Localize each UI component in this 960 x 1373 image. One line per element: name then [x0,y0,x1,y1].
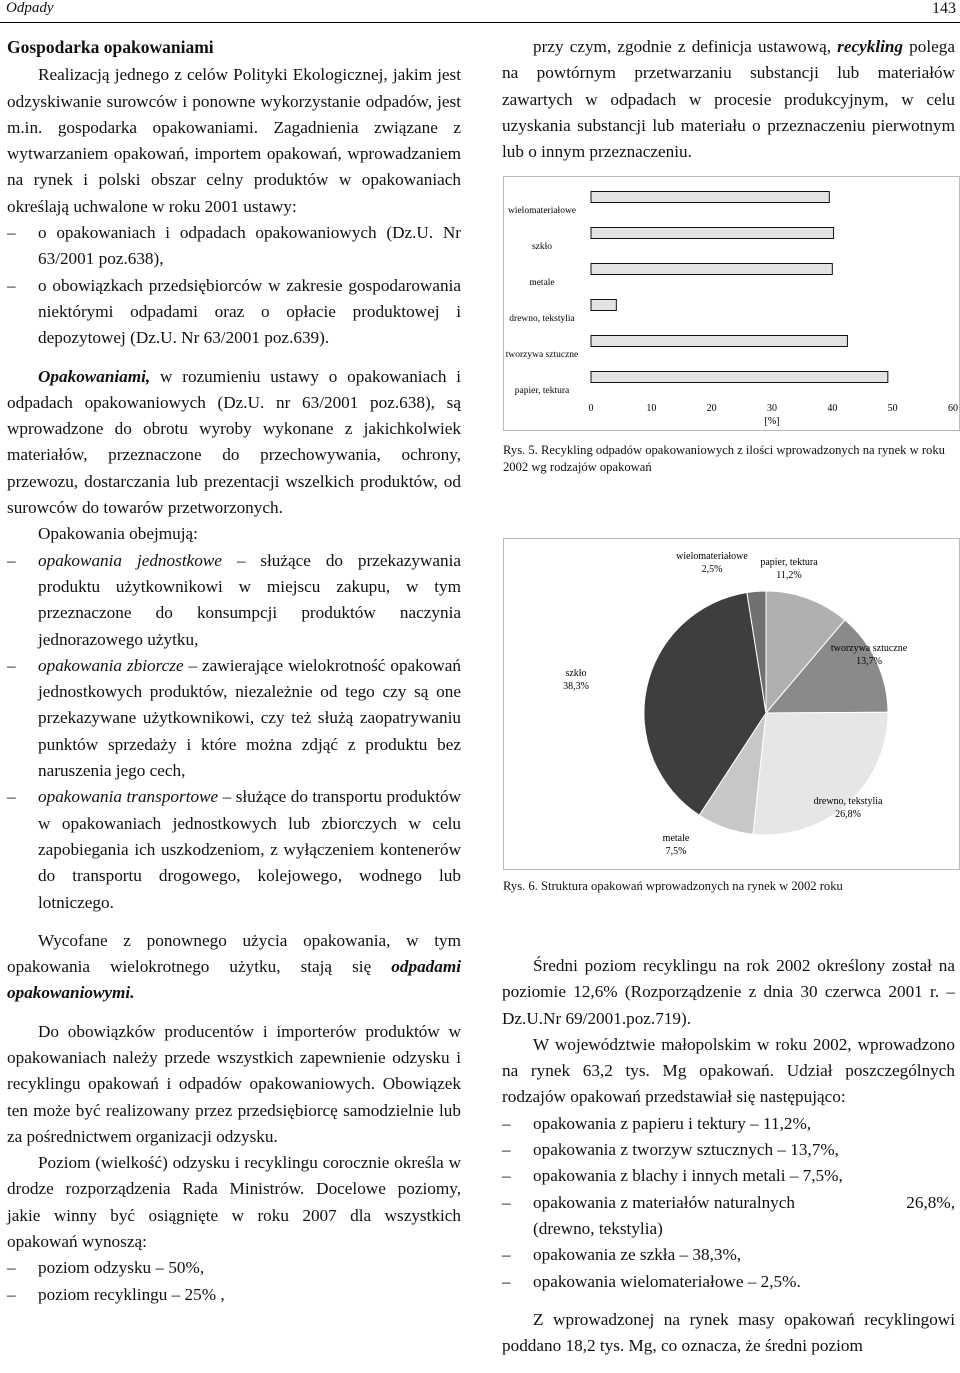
pie-slice-value: 11,2% [776,570,802,581]
bar-category-label: wielomateriałowe [507,206,577,216]
x-tick-label: 40 [827,403,838,414]
x-axis-label: [%] [764,416,780,427]
recycling-definition [502,34,955,165]
share-natural-paren: (drewno, tekstylia) [533,1218,663,1238]
share-item [502,1190,955,1243]
bar [591,264,832,275]
x-tick-label: 30 [767,403,777,414]
withdrawn-paragraph [7,928,461,1007]
packaging-type-item [7,784,461,915]
bar-category-label: papier, tektura [514,386,570,396]
obligations-paragraph: Do obowiązków producentów i importerów produktów w opakowaniach należy przede wszystkich zapewnienie odzysku i recyklingu opakowań i odpadów opakowaniowych. Obowiązek ten może być realizowany przez przedsiębiorcę samodzielnie lub za pośrednictwem organizacji odzysku. [7,1021,461,1146]
x-tick-label: 50 [887,403,898,414]
packaging-type-item [7,548,461,653]
bar-chart [504,177,959,430]
share-natural-label: – opakowania z materiałów naturalnych [533,1192,796,1212]
x-tick-label: 20 [706,403,717,414]
page-number: 143 [932,0,956,17]
packaging-type-term: opakowania zbiorcze [38,655,184,675]
pie-slice-label: drewno, tekstylia [813,796,883,807]
section-title: Odpady [6,0,54,16]
bar-category-label: tworzywa sztuczne [505,350,579,360]
law-item: – o opakowaniach i odpadach opakowaniowych (Dz.U. Nr 63/2001 poz.638), [7,220,461,273]
levels-paragraph: Poziom (wielkość) odzysku i recyklingu corocznie określa w drodze rozporządzenia Rada Ministrów. Docelowe poziomy, jakie winny być osiągnięte w roku 2007 dla wszystkich opakowań wynoszą: [7,1153,461,1252]
share-item: – opakowania z tworzyw sztucznych – 13,7%, [502,1137,955,1163]
pie-slice-label: papier, tektura [760,557,818,568]
recycling-def-post: polega na powtórnym przetwarzaniu substancji lub materiałów zawartych w odpadach w procesie produkcyjnym, w celu uzyskania substancji lub materiału o przeznaczeniu pierwotnym lub o innym przeznaczeniu. [502,37,955,162]
right-column-bottom [502,953,955,1359]
left-column [7,34,461,1308]
target-item: – poziom recyklingu – 25% , [7,1282,461,1308]
pie-slice-value: 38,3% [563,681,589,692]
packaging-type-text: – służące do przekazywania produktu użytkownikowi w miejscu zakupu, w tym przeznaczone do konsumpcji produktów naczynia jednorazowego użytku, [38,550,461,649]
share-item: – opakowania z blachy i innych metali – 7,5%, [502,1163,955,1189]
pie-slice-label: tworzywa sztuczne [830,643,908,654]
law-item: – o obowiązkach przedsiębiorców w zakresie gospodarowania niektórymi odpadami oraz o opłacie produktowej i depozytowej (Dz.U. Nr 63/2001 poz.639). [7,273,461,352]
bar-chart-frame [503,176,960,431]
bar [591,372,888,383]
bar-category-label: drewno, tekstylia [509,314,575,324]
bar [591,336,847,347]
pie-chart [504,539,959,869]
page-header [0,0,960,23]
withdrawn-text: Wycofane z ponownego użycia opakowania, w tym opakowania wielokrotnego użytku, stają się [7,930,461,977]
malopolska-paragraph: W województwie małopolskim w roku 2002, wprowadzono na rynek 63,2 tys. Mg opakowań. Udział poszczególnych rodzajów opakowań przedstawiał się następująco: [502,1034,955,1107]
pie-slice-label: metale [662,833,690,844]
packaging-type-term: opakowania transportowe [38,787,219,807]
packaging-type-item [7,653,461,784]
right-column-top [502,34,955,165]
share-item: – opakowania z papieru i tektury – 11,2%, [502,1111,955,1137]
figure-6-caption: Rys. 6. Struktura opakowań wprowadzonych na rynek w 2002 roku [503,879,843,893]
section-heading: Gospodarka opakowaniami [7,37,214,57]
x-tick-label: 60 [948,403,958,414]
packaging-type-text: – zawierające wielokrotność opakowań jednostkowych produktów, niezależnie od tego czy są one przekazywane użytkownikowi, czy też służą zaopatrywaniu punktów sprzedaży i które można zdjąć z produktu bez naruszenia jego cech, [38,655,462,781]
share-item: – opakowania ze szkła – 38,3%, [502,1242,955,1268]
pie-slice-value: 13,7% [856,656,882,667]
definition-term: Opakowaniami, [38,366,151,386]
recycling-def-pre: przy czym, zgodnie z definicja ustawową, [533,37,838,56]
x-tick-label: 0 [588,403,594,414]
target-item: – poziom odzysku – 50%, [7,1255,461,1281]
x-tick-label: 10 [646,403,657,414]
pie-slice-value: 2,5% [701,564,723,575]
pie-slice-label: wielomateriałowe [676,551,748,562]
bar-category-label: szkło [531,242,553,252]
packaging-type-text: – służące do transportu produktów w opakowaniach jednostkowych lub zbiorczych w celu zapobiegania ich uszkodzeniom, z wyłączeniem kontenerów do transportu drogowego, kolejowego, wodnego lub lotniczego. [38,787,461,912]
pie-slice [753,712,888,835]
types-intro: Opakowania obejmują: [38,524,198,544]
packaging-type-term: opakowania jednostkowe [38,550,222,570]
definition-paragraph [7,364,461,522]
avg-level-paragraph: Średni poziom recyklingu na rok 2002 określony został na poziomie 12,6% (Rozporządzenie z dnia 30 czerwca 2001 r. – Dz.U.Nr 69/2001.poz.719). [502,956,955,1028]
recycling-term: recykling [837,37,904,56]
pie-slice-value: 7,5% [665,846,687,857]
share-natural-value: 26,8%, [906,1192,955,1212]
figure-5-caption: Rys. 5. Recykling odpadów opakowaniowych z ilości wprowadzonych na rynek w roku 2002 wg rodzajów opakowań [503,443,945,474]
final-paragraph: Z wprowadzonej na rynek masy opakowań recyklingowi poddano 18,2 tys. Mg, co oznacza, że średni poziom [502,1309,955,1356]
bar-category-label: metale [529,278,555,288]
pie-slice-label: szkło [565,668,587,679]
share-item: – opakowania wielomateriałowe – 2,5%. [502,1269,955,1295]
intro-paragraph: Realizacją jednego z celów Polityki Ekologicznej, jakim jest odzyskiwanie surowców i ponowne wykorzystanie odpadów, jest m.in. gospodarka opakowaniami. Zagadnienia związane z wytwarzaniem opakowań, importem opakowań, wprowadzaniem na rynek i polski obszar celny produktów w opakowaniach określają uchwalone w roku 2001 ustawy: [7,65,461,216]
withdrawn-term: odpadami opakowaniowymi. [7,957,461,1003]
bar [591,300,616,311]
bar [591,228,834,239]
pie-chart-frame [503,538,960,870]
bar [591,192,829,203]
definition-text: w rozumieniu ustawy o opakowaniach i odpadach opakowaniowych (Dz.U. nr 63/2001 poz.638), są wprowadzone do obrotu wyroby wykonane z jakichkolwiek materiałów, przeznaczone do przechowywania, ochrony, przewozu, dostarczania lub prezentacji wszelkich produktów, od surowców do towarów przetworzonych. [7,366,461,518]
pie-slice-value: 26,8% [835,809,861,820]
